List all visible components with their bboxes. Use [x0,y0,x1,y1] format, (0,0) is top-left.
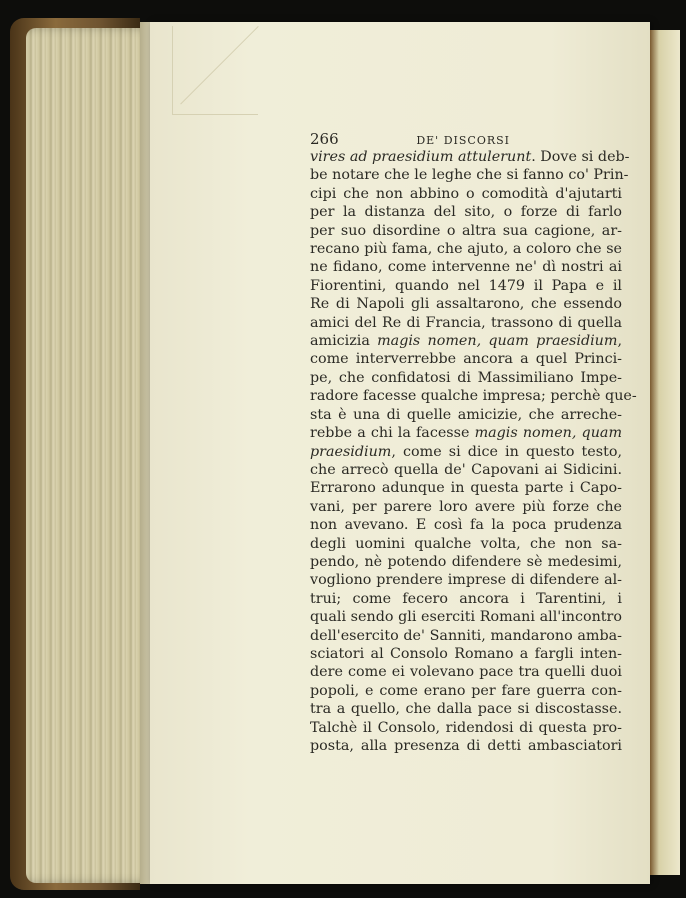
text-line: tra a quello, che dalla pace si discostasse. [310,701,622,718]
text-line: recano più fama, che ajuto, a coloro che se [310,241,622,258]
page-number: 266 [310,130,339,148]
text-line: vani, per parere loro avere più forze che [310,498,622,515]
text-line: pendo, nè potendo difendere sè medesimi, [310,553,622,570]
text-line: rebbe a chi la facesse magis nomen, quam [310,425,622,442]
right-page-edge [650,30,680,875]
text-line: dell'esercito de' Sanniti, mandarono amba- [310,627,622,644]
text-line: radore facesse qualche impresa; perchè que- [310,388,637,405]
text-line: Errarono adunque in questa parte i Capo- [310,480,622,497]
text-line: amicizia magis nomen, quam praesidium, [310,333,622,350]
text-line: amici del Re di Francia, trassono di quella [310,314,622,331]
text-line: Talchè il Consolo, ridendosi di questa pro- [310,719,622,736]
text-line: come interverrebbe ancora a quel Princi- [310,351,622,368]
text-line: vires ad praesidium attulerunt. Dove si deb- [310,149,630,165]
text-line: per suo disordine o altra sua cagione, ar- [310,222,622,239]
text-line: dere come ei volevano pace tra quelli duoi [310,664,622,681]
text-line: vogliono prendere imprese di difendere al- [310,572,622,589]
text-line: posta, alla presenza di detti ambasciatori [310,738,622,754]
text-line: praesidium, come si dice in questo testo, [310,443,622,460]
text-line: cipi che non abbino o comodità d'ajutarti [310,185,622,202]
text-line: degli uomini qualche volta, che non sa- [310,535,622,552]
page-header [310,130,622,148]
text-line: trui; come fecero ancora i Tarentini, i [310,590,622,607]
text-block [310,130,637,755]
text-line: sciatori al Consolo Romano a fargli inten- [310,645,622,662]
text-line: non avevano. E così fa la poca prudenza [310,517,622,534]
text-line: Re di Napoli gli assaltarono, che essendo [310,296,622,313]
text-line: per la distanza del sito, o forze di farlo [310,204,622,221]
page-edges [26,28,156,883]
page-fold [172,26,258,115]
text-line: quali sendo gli eserciti Romani all'incontro [310,609,622,626]
text-line: sta è una di quelle amicizie, che arreche- [310,406,622,423]
text-line: Fiorentini, quando nel 1479 il Papa e il [310,277,622,294]
text-line: ne fidano, come intervenne ne' dì nostri ai [310,259,622,276]
text-line: pe, che confidatosi di Massimiliano Impe- [310,369,622,386]
running-title: DE' DISCORSI [416,134,510,147]
text-line: che arrecò quella de' Capovani ai Sidicini. [310,461,622,478]
text-line: be notare che le leghe che si fanno co' Prin- [310,167,629,184]
text-line: popoli, e come erano per fare guerra con- [310,682,622,699]
